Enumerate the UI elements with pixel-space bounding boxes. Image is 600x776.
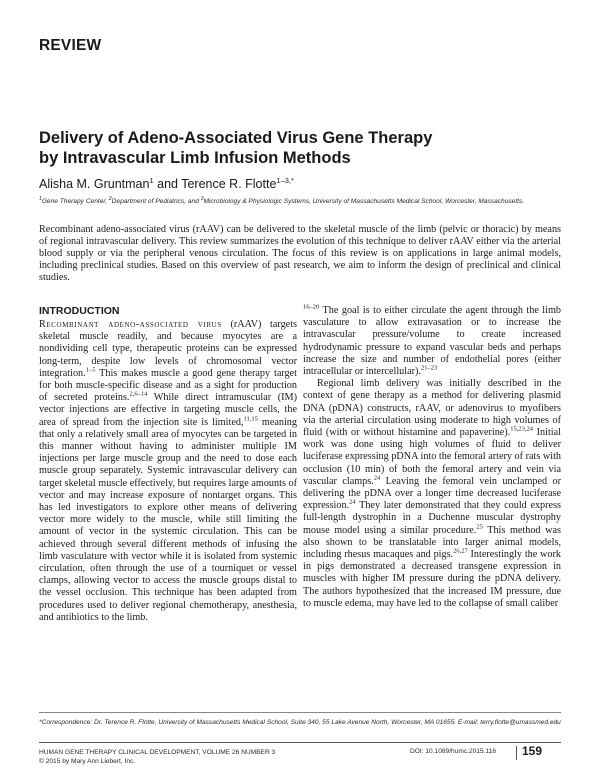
article-title [39,128,499,168]
citation: 16–20 [303,303,320,311]
paragraph-2-text-3: Leaving the femoral vein unclamped or delivering the pDNA over a longer time decreased luciferase expression. [303,475,561,512]
citation: 2,6–14 [129,390,148,398]
affil-text-3: Microbiology & Physiologic Systems, University of Massachusetts Medical School, Worcester, Massachusetts. [203,198,525,206]
citation: 24 [373,474,381,482]
author-2: Terence R. Flotte [181,177,277,192]
paragraph-2-text-6: Interestingly the work in pigs demonstrated a decreased transgene expression in muscles with higher IM pressure during the pDNA delivery. The authors hypothesized that the increased IM pressure, due to muscle edema, may have led to the collapse of small caliber [303,549,561,609]
author-list [39,176,294,191]
page-number: 159 [522,744,543,758]
body-column-right [303,305,561,610]
paragraph-1-text-5: The goal is to either circulate the agent through the limb vasculature to allow extravasation or to increase the intravascular pressure/volume to create increased hydrodynamic pressure to expand vascular beds and perhaps increase the size and number of endothelial pores (either intracellular or intercellular). [303,305,561,378]
paragraph-1-text-4: meaning that only a relatively small area of myocytes can be targeted in this manner without having to administer multiple IM injections per large muscle group and the need to dose each muscle group separately. Systemic intravascular delivery can target skeletal muscle effectively, but requires large amounts of vector and may increase exposure of nontarget organs. This has led investigators to explore other means of delivering vector more widely to the muscle, while still limiting the amount of vector in the systemic circulation. This can be achieved through several different methods of infusing the limb vasculature with vector while it is isolated from systemic circulation, often through the use of a tourniquet or vessel clamps, allowing vector to access the muscle groups distal to the vessel occlusion. This technique has been adapted from procedures used to deliver regional chemotherapy, anesthesia, and antibiotics to the limb. [39,416,297,623]
affil-sup-2: 2 [108,196,112,202]
affil-text-2: Department of Pediatrics, and [111,198,201,206]
paragraph-lead-in: Recombinant adeno-associated virus [39,319,222,330]
citation: 25 [476,523,483,531]
paragraph-2-text-1: Regional limb delivery was initially described in the context of gene therapy as a method for delivering plasmid DNA (pDNA) constructs, rAAV, or adenovirus to myofibers via the arterial circulation using moderate to high volumes of fluid (with or without histamine and papaverine). [303,378,561,439]
paragraph-1-text-1: (rAAV) targets skeletal muscle readily, and because myocytes are a nondividing cell type, therapeutic proteins can be expressed long-term, despite low levels of chromosomal vector integration. [39,319,297,379]
author-connector: and [153,177,182,192]
section-heading-introduction: INTRODUCTION [39,305,120,317]
author-2-affiliation: 1–3,* [276,176,294,185]
footer-separator [516,746,517,760]
citation: 24 [349,498,356,506]
citation: 26,27 [453,547,468,555]
affil-text-1: Gene Therapy Center, [41,198,109,206]
paragraph-2-text-2: Initial work was done using high volumes of fluid to deliver luciferase expressing pDNA into the femoral artery of rats with occlusion (10 min) of both the femoral artery and vein via vascular clamps. [303,427,561,487]
footer-journal-info [39,748,275,766]
citation: 15,23,24 [510,425,533,433]
body-column-left [39,305,297,624]
footer-divider [39,742,561,743]
paragraph-1-continued [303,305,561,378]
abstract: Recombinant adeno-associated virus (rAAV) can be delivered to the skeletal muscle of the limb (pelvic or thoracic) by means of regional intravascular delivery. This review summarizes the evolution of this technique to deliver rAAV either via the arterial blood supply or via the peripheral venous circulation. The focus of this review is on applications in large animal models, including preclinical studies. Based on this overview of past research, we aim to inform the design of preclinical and clinical studies. [39,224,561,283]
paragraph-2 [303,378,561,610]
citation: 1–5 [85,366,96,374]
title-line-2: by Intravascular Limb Infusion Methods [39,149,351,167]
author-1: Alisha M. Gruntman [39,177,150,192]
title-line-1: Delivery of Adeno-Associated Virus Gene Therapy [39,129,433,147]
copyright: © 2015 by Mary Ann Liebert, Inc. [39,758,136,765]
correspondence-divider [39,712,561,713]
paragraph-2-text-4: They later demonstrated that they could express full-length dystrophin in a Duchenne muscular dystrophy mouse model using a similar procedure. [303,500,561,536]
affil-sup-1: 1 [39,196,42,202]
paragraph-1-text-2: This makes muscle a good gene therapy target for both muscle-specific disease and as a sight for production of secreted proteins. [39,367,297,404]
section-label: REVIEW [39,37,102,54]
author-1-affiliation: 1 [149,176,154,185]
doi: DOI: 10.1089/humc.2015.116 [410,748,497,755]
journal-name: HUMAN GENE THERAPY CLINICAL DEVELOPMENT, VOLUME 26 NUMBER 3 [39,749,276,756]
correspondence-note: *Correspondence: Dr. Terence R. Flotte, University of Massachusetts Medical School, Suite 340, 55 Lake Avenue North, Worcester, MA 01655. E-mail: terry.flotte@umassmed.edu [39,719,561,726]
paragraph-2-text-5: This method was also shown to be translatable into larger animal models, including rhesus macaques and pigs. [303,524,561,561]
affiliations [39,195,561,206]
paragraph-1-text-3: While direct intramuscular (IM) vector injections are effective in targeting muscle cells, the area of spread from the injection site is limited, [39,392,297,428]
affil-sup-3: 3 [200,196,204,202]
citation: 11,15 [243,415,258,423]
citation: 21–23 [420,364,438,372]
paragraph-1 [39,319,297,624]
